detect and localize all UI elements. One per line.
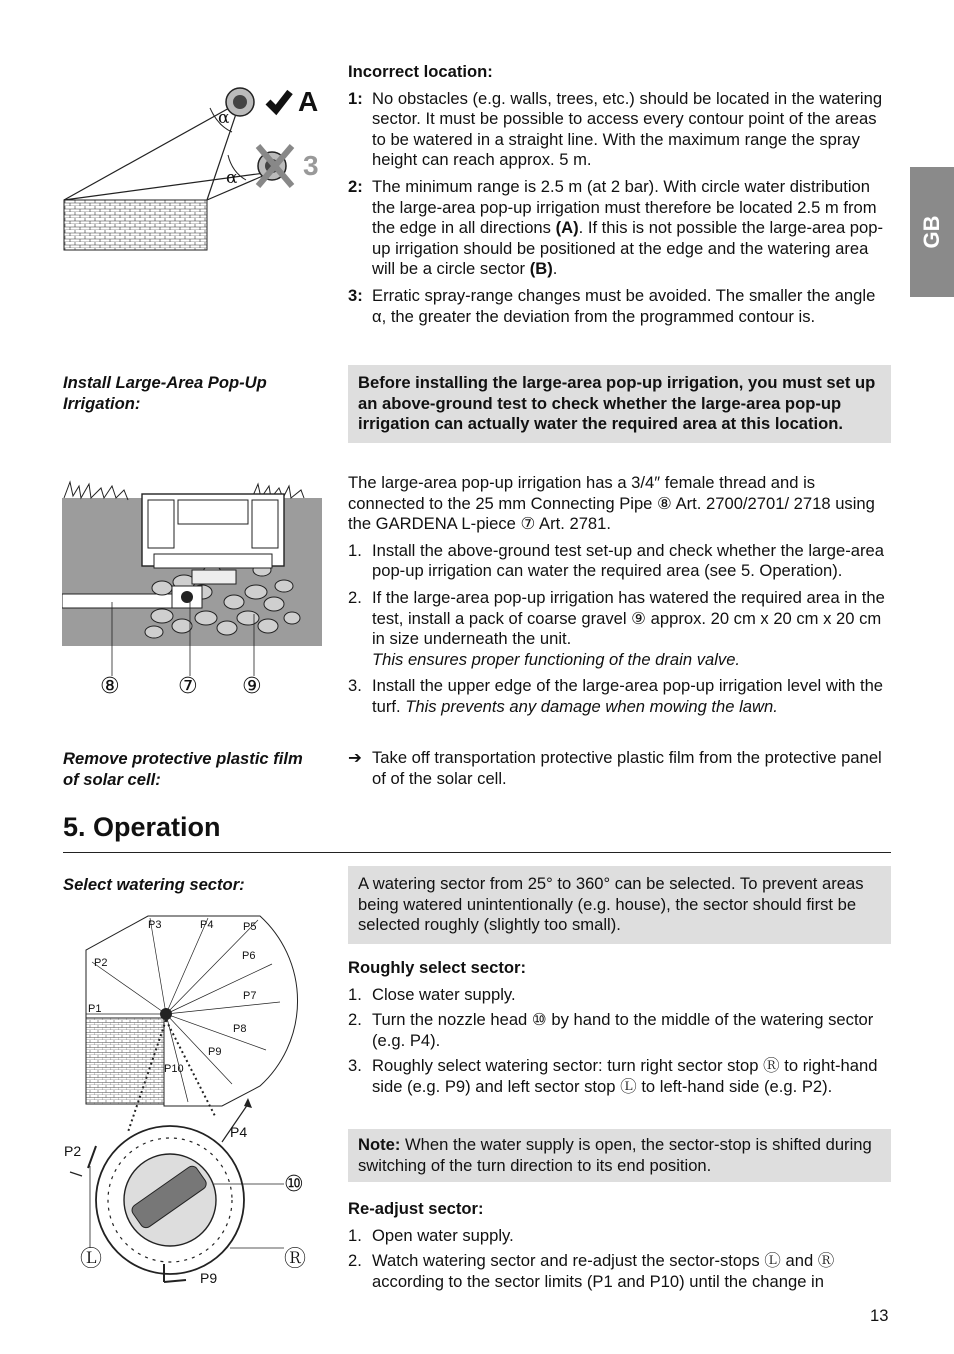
list-number: 1.	[348, 984, 362, 1004]
label-3: 3	[303, 150, 319, 181]
arrow-icon: ➔	[348, 748, 362, 767]
mark-a: (A)	[555, 218, 579, 238]
section-title: 5. Operation	[63, 812, 221, 842]
operation-note: A watering sector from 25° to 360° can be selected. To prevent areas being watered unintentionally (e.g. house), the sector should first be selected roughly (slightly too small).	[348, 866, 891, 944]
callout-gravel: ⑨	[242, 674, 262, 699]
list-number: 2:	[348, 176, 363, 196]
list-number: 2.	[348, 587, 362, 607]
operation-side-heading: Select watering sector:	[63, 875, 245, 894]
list-text: Install the above-ground test set-up and check whether the large-area pop-up irrigation can water the required area (see 5. Operation).	[372, 540, 884, 581]
list-number: 2.	[348, 1251, 362, 1271]
list-text: .	[552, 259, 558, 279]
list-text: Close water supply.	[372, 984, 516, 1004]
label-a: A	[298, 86, 319, 117]
sector-label-p10: P10	[164, 1063, 184, 1075]
sector-label-p6: P6	[242, 950, 256, 962]
sector-label-p3: P3	[148, 919, 162, 931]
dial-label-p2: P2	[64, 1143, 82, 1159]
list-number: 3.	[348, 1056, 362, 1076]
install-section	[348, 473, 893, 718]
list-item	[348, 588, 893, 670]
list-note: This ensures proper functioning of the drain valve.	[372, 649, 741, 669]
sector-label-p1: P1	[88, 1003, 102, 1015]
list-text: Roughly select watering sector: turn right sector stop Ⓡ to right-hand side (e.g. P9) and left sector stop Ⓛ to left-hand side (e.g. P2).	[372, 1056, 878, 1096]
language-tab-label: GB	[919, 215, 944, 249]
list-text: Watch watering sector and re-adjust the sector-stops Ⓛ and Ⓡ according to the sector limits (P1 and P10) until the change in	[372, 1251, 835, 1291]
list-number: 1.	[348, 540, 362, 560]
list-item	[348, 286, 893, 327]
list-text: Install the upper edge of the large-area pop-up irrigation level with the turf.	[372, 676, 884, 716]
sector-label-p7: P7	[243, 990, 257, 1002]
solar-text: Take off transportation protective plastic film from the protective panel of of the solar cell.	[372, 748, 882, 788]
readjust-heading: Re-adjust sector:	[348, 1199, 484, 1218]
section-divider	[63, 852, 891, 853]
right-stop-callout: Ⓡ	[284, 1247, 307, 1272]
location-figure	[60, 80, 330, 260]
list-text: Erratic spray-range changes must be avoided. The smaller the angle α, the greater the deviation from the programmed contour is.	[372, 285, 876, 326]
incorrect-location-heading: Incorrect location:	[348, 62, 493, 81]
note-text: When the water supply is open, the sector-stop is shifted during switching of the turn direction to its end position.	[358, 1135, 872, 1175]
list-number: 1:	[348, 88, 363, 108]
list-text: Open water supply.	[372, 1225, 514, 1245]
alpha-label-bottom: α	[226, 168, 238, 188]
install-note: Before installing the large-area pop-up irrigation, you must set up an above-ground test to check whether the large-area pop-up irrigation can actually water the required area at this location.	[348, 365, 891, 443]
list-note: This prevents any damage when mowing the lawn.	[405, 696, 778, 716]
list-item	[348, 89, 893, 171]
install-side-heading: Install Large-Area Pop-Up Irrigation:	[63, 373, 267, 413]
sector-figure	[62, 910, 324, 1290]
list-item	[348, 1226, 893, 1247]
list-number: 2.	[348, 1010, 362, 1030]
list-number: 3.	[348, 676, 362, 696]
solar-side-heading: Remove protective plastic film of solar cell:	[63, 749, 303, 789]
list-number: 3:	[348, 285, 363, 305]
list-item	[348, 676, 893, 717]
install-intro: The large-area pop-up irrigation has a 3/4″ female thread and is connected to the 25 mm Connecting Pipe ⑧ Art. 2700/2701/ 2718 using the GARDENA L-piece ⑦ Art. 2781.	[348, 473, 875, 534]
readjust-section	[348, 1199, 893, 1292]
nozzle-head-callout: ⑩	[284, 1172, 304, 1197]
list-item	[348, 541, 893, 582]
solar-instruction	[348, 748, 893, 789]
incorrect-location-section	[348, 62, 893, 327]
list-item	[348, 177, 893, 280]
list-item	[348, 1010, 893, 1051]
alpha-label-top: α	[218, 108, 230, 128]
page-number: 13	[870, 1306, 889, 1325]
rough-heading: Roughly select sector:	[348, 958, 526, 977]
list-text: Turn the nozzle head ⑩ by hand to the middle of the watering sector (e.g. P4).	[372, 1010, 874, 1050]
install-figure	[62, 470, 324, 700]
list-text: The minimum range is 2.5 m (at 2 bar). With circle water distribution the large-area pop-up irrigation must therefore be located 2.5 m from the edge in all directions	[372, 176, 877, 238]
language-tab	[910, 167, 954, 297]
left-stop-callout: Ⓛ	[80, 1247, 103, 1272]
list-text: If the large-area pop-up irrigation has watered the required area in the test, install a pack of coarse gravel ⑨ approx. 20 cm x 20 cm x 20 cm in size underneath the unit.	[372, 587, 885, 649]
callout-l-piece: ⑦	[178, 674, 198, 699]
mark-b: (B)	[529, 259, 553, 279]
list-text: No obstacles (e.g. walls, trees, etc.) should be located in the watering sector. It must be possible to access every contour point of the areas to be watered in a straight line. With the maximum range the spray height can reach approx. 5 m.	[372, 88, 883, 170]
sector-stop-note	[348, 1129, 891, 1182]
sector-label-p4: P4	[200, 919, 214, 931]
sector-label-p2: P2	[94, 957, 108, 969]
note-label: Note:	[358, 1135, 401, 1154]
dial-label-p4: P4	[230, 1124, 248, 1140]
list-text: . If this is not possible the large-area pop-up irrigation should be positioned at the edge and the watering area will be a circle sector	[372, 218, 884, 279]
rough-select-section	[348, 958, 893, 1098]
sector-label-p8: P8	[233, 1023, 247, 1035]
list-number: 1.	[348, 1225, 362, 1245]
dial-label-p9: P9	[200, 1270, 218, 1286]
list-item	[348, 985, 893, 1006]
sector-label-p9: P9	[208, 1046, 222, 1058]
list-item	[348, 1251, 893, 1292]
list-item	[348, 1056, 893, 1097]
callout-pipe: ⑧	[100, 674, 120, 699]
sector-label-p5: P5	[243, 921, 257, 933]
